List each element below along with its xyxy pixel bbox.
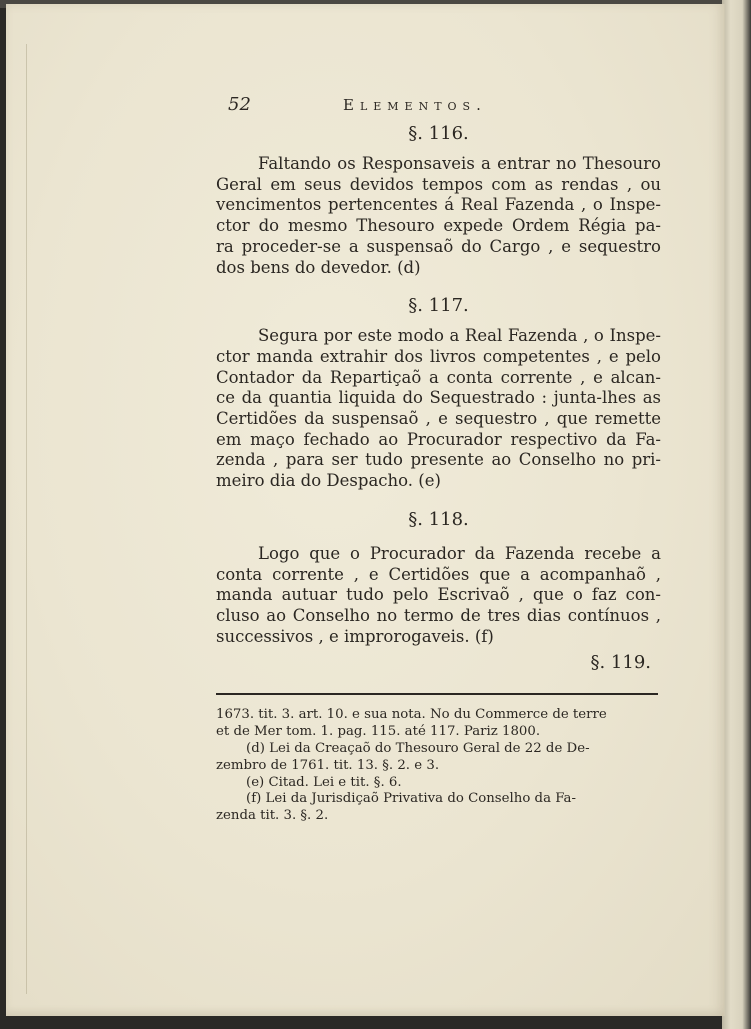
footnote-line: (e) Citad. Lei e tit. §. 6. [246,774,402,790]
page-fold-line [26,44,27,994]
text-line: Geral em seus devidos tempos com as rendas , ou [216,174,661,194]
section-number: §. 117. [408,295,469,317]
book-page [6,4,725,1016]
text-line: em maço fechado ao Procurador respectivo da Fa- [216,429,661,449]
text-line: ctor manda extrahir dos livros competentes , e pelo [216,346,661,366]
footnote-rule [216,693,658,695]
footnotes [216,707,661,825]
page-number: 52 [228,94,251,115]
scan-right-edge [722,0,751,1029]
footnote-line: zenda tit. 3. §. 2. [216,808,329,824]
running-title: Elementos. [343,96,487,114]
text-line: ra proceder-se a suspensaõ do Cargo , e sequestro [216,236,661,256]
text-line: zenda , para ser tudo presente ao Conselho no pri- [216,450,661,470]
catchword: §. 119. [590,652,651,674]
footnote-line: (f) Lei da Jurisdiçaõ Privativa do Conselho da Fa- [246,791,576,807]
text-line: Certidões da suspensaõ , e sequestro , que remette [216,409,661,429]
text-line: Contador da Repartiçaõ a conta corrente , e alcan- [216,367,661,387]
section-paragraph [216,326,661,492]
footnote-line: zembro de 1761. tit. 13. §. 2. e 3. [216,757,440,773]
text-line: successivos , e improrogaveis. (f) [216,626,494,646]
section-paragraph [216,154,661,278]
text-line: manda autuar tudo pelo Escrivaõ , que o faz con- [216,585,661,605]
text-line: vencimentos pertencentes á Real Fazenda , o Inspe- [216,195,661,215]
footnote-line: et de Mer tom. 1. pag. 115. até 117. Pariz 1800. [216,724,541,740]
text-line: ce da quantia liquida do Sequestrado : junta-lhes as [216,388,661,408]
section-number: §. 116. [408,123,469,144]
footnote-line: 1673. tit. 3. art. 10. e sua nota. No du Commerce de terre [216,707,607,723]
text-line: dos bens do devedor. (d) [216,257,421,277]
text-line: Segura por este modo a Real Fazenda , o Inspe- [258,326,661,346]
text-line: cluso ao Conselho no termo de tres dias contínuos , [216,605,661,625]
running-header [216,88,661,122]
page-content [216,88,661,825]
section-117 [216,294,661,492]
section-118 [216,508,661,648]
text-line: Logo que o Procurador da Fazenda recebe a [258,543,661,563]
section-paragraph [216,544,661,648]
section-number: §. 118. [408,508,469,530]
text-line: Faltando os Responsaveis a entrar no Thesouro [258,154,661,173]
footnote-line: (d) Lei da Creaçaõ do Thesouro Geral de 22 de De- [246,740,590,756]
text-line: conta corrente , e Certidões que a acompanhaõ , [216,564,661,584]
text-line: meiro dia do Despacho. (e) [216,471,441,491]
section-116 [216,122,661,278]
text-line: ctor do mesmo Thesouro expede Ordem Régia pa- [216,216,661,236]
